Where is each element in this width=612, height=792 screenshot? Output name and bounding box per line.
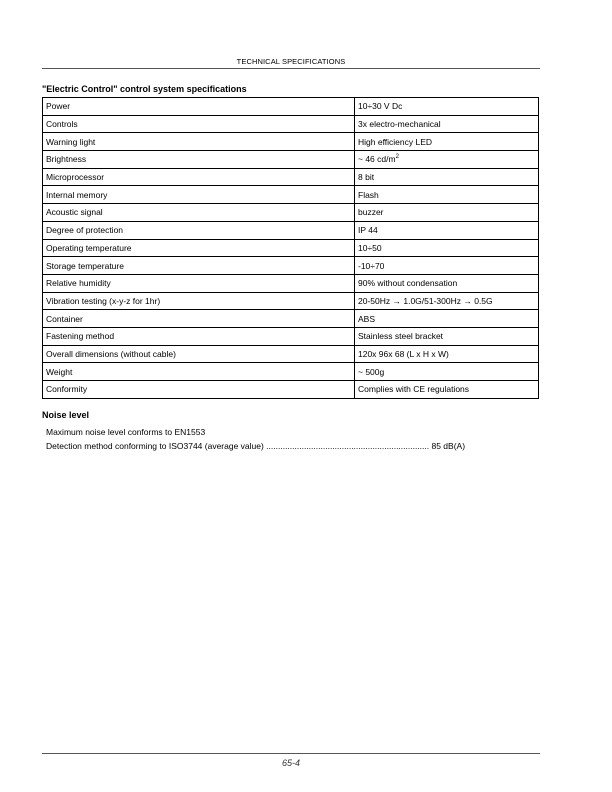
spec-value-text: IP 44 xyxy=(358,225,378,236)
header-divider xyxy=(42,68,540,69)
spec-parameter-cell: Weight xyxy=(43,363,355,381)
spec-value-cell xyxy=(355,363,539,381)
table-row xyxy=(43,310,539,328)
spec-value-cell xyxy=(355,239,539,257)
spec-value-cell xyxy=(355,204,539,222)
table-row xyxy=(43,133,539,151)
table-row xyxy=(43,257,539,275)
page-number: 65-4 xyxy=(281,758,300,768)
noise-detection-method-text: Detection method conforming to ISO3744 (average value) ..................................................................... 85 dB(A) xyxy=(46,441,466,451)
table-row xyxy=(43,274,539,292)
spec-parameter-cell: Warning light xyxy=(43,133,355,151)
table-row xyxy=(43,168,539,186)
spec-value-cell xyxy=(355,186,539,204)
spec-value-cell xyxy=(355,327,539,345)
spec-value-text: 8 bit xyxy=(358,172,375,183)
spec-value-text: -10÷70 xyxy=(358,260,385,271)
spec-parameter-cell: Fastening method xyxy=(43,327,355,345)
spec-value-superscript: 2 xyxy=(395,154,399,161)
table-row xyxy=(43,186,539,204)
spec-parameter-cell: Storage temperature xyxy=(43,257,355,275)
spec-value-cell xyxy=(355,345,539,363)
table-row xyxy=(43,292,539,310)
spec-value-text: 20-50Hz → 1.0G/51-300Hz → 0.5G xyxy=(358,295,493,306)
spec-value-text: Complies with CE regulations xyxy=(358,384,470,395)
spec-value-text: ~ 500g xyxy=(358,366,385,377)
spec-value-text: 120x 96x 68 (L x H x W) xyxy=(358,348,449,359)
spec-value-cell xyxy=(355,257,539,275)
spec-parameter-cell: Microprocessor xyxy=(43,168,355,186)
table-row xyxy=(43,221,539,239)
noise-section-title: Noise level xyxy=(42,410,90,420)
table-row xyxy=(43,363,539,381)
spec-parameter-cell: Acoustic signal xyxy=(43,204,355,222)
table-row xyxy=(43,239,539,257)
spec-parameter-cell: Brightness xyxy=(43,151,355,169)
page-header-title: TECHNICAL SPECIFICATIONS xyxy=(236,57,346,66)
noise-max-level-text: Maximum noise level conforms to EN1553 xyxy=(46,427,206,437)
spec-parameter-cell: Conformity xyxy=(43,381,355,399)
table-row xyxy=(43,98,539,116)
spec-table-body xyxy=(43,98,539,399)
spec-parameter-cell: Container xyxy=(43,310,355,328)
spec-parameter-cell: Internal memory xyxy=(43,186,355,204)
spec-value-cell xyxy=(355,168,539,186)
spec-value-text: Flash xyxy=(358,189,379,200)
spec-value-cell xyxy=(355,381,539,399)
table-row xyxy=(43,204,539,222)
table-row xyxy=(43,345,539,363)
spec-parameter-cell: Operating temperature xyxy=(43,239,355,257)
spec-parameter-cell: Controls xyxy=(43,115,355,133)
spec-value-text: buzzer xyxy=(358,207,384,218)
spec-value-text: High efficiency LED xyxy=(358,136,433,147)
spec-value-cell xyxy=(355,151,539,169)
spec-value-cell xyxy=(355,98,539,116)
spec-parameter-cell: Power xyxy=(43,98,355,116)
spec-value-text: Stainless steel bracket xyxy=(358,331,444,342)
spec-parameter-cell: Relative humidity xyxy=(43,274,355,292)
spec-parameter-cell: Degree of protection xyxy=(43,221,355,239)
spec-parameter-cell: Vibration testing (x-y-z for 1hr) xyxy=(43,292,355,310)
table-row xyxy=(43,381,539,399)
table-row xyxy=(43,115,539,133)
spec-value-text: 90% without condensation xyxy=(358,278,458,289)
spec-value-text: 3x electro-mechanical xyxy=(358,119,441,130)
spec-value-text: 10÷30 V Dc xyxy=(358,101,403,112)
spec-section-title: "Electric Control" control system specifications xyxy=(42,84,247,94)
spec-value-cell xyxy=(355,292,539,310)
table-row xyxy=(43,151,539,169)
spec-value-cell xyxy=(355,115,539,133)
footer-divider xyxy=(42,753,540,754)
spec-value-text: ABS xyxy=(358,313,376,324)
spec-value-text: ~ 46 cd/m xyxy=(358,154,396,165)
spec-value-text: 10÷50 xyxy=(358,242,382,253)
spec-table xyxy=(42,97,539,399)
spec-value-cell xyxy=(355,274,539,292)
spec-parameter-cell: Overall dimensions (without cable) xyxy=(43,345,355,363)
spec-value-cell xyxy=(355,133,539,151)
table-row xyxy=(43,327,539,345)
spec-value-cell xyxy=(355,310,539,328)
spec-value-cell xyxy=(355,221,539,239)
